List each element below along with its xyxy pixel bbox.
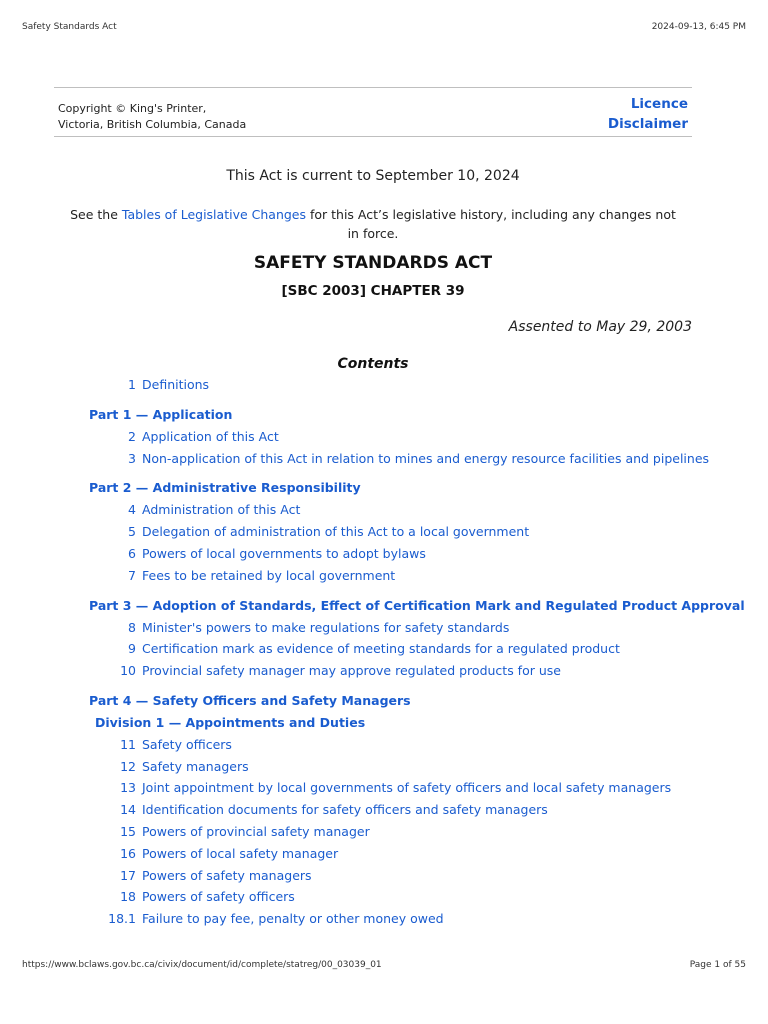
toc-section-link[interactable]: Powers of provincial safety manager xyxy=(142,824,370,839)
toc-section-item[interactable] xyxy=(0,844,768,864)
chapter-citation: [SBC 2003] CHAPTER 39 xyxy=(281,283,465,299)
toc-section-number[interactable]: 16 xyxy=(120,845,136,861)
toc-section-item[interactable] xyxy=(0,427,768,447)
toc-section-number[interactable]: 1 xyxy=(128,377,136,392)
copyright-bar xyxy=(54,87,692,137)
copyright-text xyxy=(58,101,246,133)
toc-section-number[interactable]: 10 xyxy=(120,663,136,679)
toc-section-link[interactable]: Powers of local safety manager xyxy=(142,845,339,861)
tables-of-legislative-changes-link[interactable]: Tables of Legislative Changes xyxy=(121,207,306,222)
toc-section-link[interactable]: Powers of safety officers xyxy=(142,889,295,905)
contents-heading: Contents xyxy=(337,356,409,372)
copyright-line-1: Copyright © King's Printer, xyxy=(58,102,207,115)
toc-section-link[interactable]: Application of this Act xyxy=(142,428,279,444)
toc-section-item[interactable] xyxy=(0,449,768,469)
see-suffix: for this Act’s legislative history, including any changes not in force. xyxy=(306,207,676,241)
legislative-changes-notice xyxy=(70,205,676,243)
toc-section-item[interactable] xyxy=(0,639,768,659)
toc-section-item[interactable] xyxy=(0,661,768,681)
toc-section-item[interactable] xyxy=(0,778,768,798)
print-footer-url: https://www.bclaws.gov.bc.ca/civix/document/id/complete/statreg/00_03039_01 xyxy=(22,960,382,970)
disclaimer-link[interactable]: Disclaimer xyxy=(607,116,688,132)
toc-section-link[interactable]: Powers of safety managers xyxy=(142,867,312,883)
toc-part-item[interactable] xyxy=(0,405,768,425)
toc-section-number[interactable]: 4 xyxy=(128,502,136,518)
toc-section-item[interactable] xyxy=(0,822,768,842)
toc-section-item[interactable] xyxy=(0,909,768,929)
toc-section-link[interactable]: Provincial safety manager may approve regulated products for use xyxy=(142,663,561,679)
print-footer xyxy=(22,960,746,970)
toc-part-item[interactable] xyxy=(0,478,768,498)
toc-section-item[interactable] xyxy=(0,522,768,542)
toc-section-link[interactable]: Identification documents for safety officers and safety managers xyxy=(142,802,548,818)
toc-section-number[interactable]: 17 xyxy=(120,867,136,883)
toc-section-number[interactable]: 18.1 xyxy=(108,911,136,927)
toc-part-link[interactable]: Part 1 — Application xyxy=(89,406,233,422)
toc-section-number[interactable]: 2 xyxy=(128,428,136,444)
toc-section-number[interactable]: 11 xyxy=(120,736,136,752)
toc-section-number[interactable]: 8 xyxy=(128,619,136,635)
toc-part-item[interactable] xyxy=(0,596,768,616)
toc-section-link[interactable]: Safety managers xyxy=(142,758,249,774)
toc-section-number[interactable]: 12 xyxy=(120,758,136,774)
toc-section-link[interactable]: Safety officers xyxy=(142,736,232,752)
toc-section-number[interactable]: 13 xyxy=(120,780,136,796)
toc-section-number[interactable]: 9 xyxy=(128,641,136,657)
toc-part-item[interactable] xyxy=(0,691,768,711)
toc-section-number[interactable]: 15 xyxy=(120,824,136,839)
toc-section-item[interactable] xyxy=(0,887,768,907)
act-title: SAFETY STANDARDS ACT xyxy=(253,253,493,273)
toc-section-link[interactable]: Administration of this Act xyxy=(142,502,301,518)
current-notice: This Act is current to September 10, 2024 xyxy=(226,168,520,184)
toc-section-item[interactable] xyxy=(0,800,768,820)
toc-section-number[interactable]: 6 xyxy=(128,546,136,561)
toc-section-item[interactable] xyxy=(0,500,768,520)
toc-section-item[interactable] xyxy=(0,544,768,564)
toc-section-link[interactable]: Powers of local governments to adopt bylaws xyxy=(142,546,426,561)
toc-section-item[interactable] xyxy=(0,566,768,586)
toc-section-number[interactable]: 3 xyxy=(128,450,136,466)
copyright-line-2: Victoria, British Columbia, Canada xyxy=(58,118,247,131)
toc-section-item[interactable] xyxy=(0,757,768,777)
print-header xyxy=(22,22,746,32)
toc-section-item[interactable] xyxy=(0,375,768,395)
toc-section-number[interactable]: 7 xyxy=(128,567,136,583)
licence-link[interactable]: Licence xyxy=(630,96,688,112)
toc-section-item[interactable] xyxy=(0,735,768,755)
toc-section-link[interactable]: Delegation of administration of this Act to a local government xyxy=(142,524,530,540)
toc-part-link[interactable]: Part 3 — Adoption of Standards, Effect of Certification Mark and Regulated Product Approval xyxy=(89,597,745,613)
legal-links xyxy=(608,94,688,134)
toc-section-link[interactable]: Failure to pay fee, penalty or other money owed xyxy=(142,911,444,927)
toc-part-link[interactable]: Part 4 — Safety Officers and Safety Managers xyxy=(89,693,411,708)
assented-date: Assented to May 29, 2003 xyxy=(508,319,692,335)
toc-part-link[interactable]: Part 2 — Administrative Responsibility xyxy=(89,480,361,496)
see-prefix: See the xyxy=(70,207,122,222)
toc-section-number[interactable]: 18 xyxy=(120,889,136,905)
toc-section-link[interactable]: Fees to be retained by local government xyxy=(142,567,396,583)
toc-section-link[interactable]: Certification mark as evidence of meeting standards for a regulated product xyxy=(142,641,620,657)
toc-section-number[interactable]: 14 xyxy=(120,802,136,818)
print-header-title: Safety Standards Act xyxy=(22,22,117,32)
toc-section-link[interactable]: Joint appointment by local governments of safety officers and local safety managers xyxy=(142,780,672,796)
toc-section-link[interactable]: Non-application of this Act in relation to mines and energy resource facilities and pipelines xyxy=(142,450,710,466)
toc-section-item[interactable] xyxy=(0,866,768,886)
toc-section-link[interactable]: Minister's powers to make regulations for safety standards xyxy=(142,619,510,635)
print-header-timestamp: 2024-09-13, 6:45 PM xyxy=(651,22,746,32)
print-footer-page: Page 1 of 55 xyxy=(689,960,746,970)
toc-section-item[interactable] xyxy=(0,618,768,638)
toc-section-link[interactable]: Definitions xyxy=(142,377,210,392)
toc-division-link[interactable]: Division 1 — Appointments and Duties xyxy=(95,715,366,730)
toc-section-number[interactable]: 5 xyxy=(128,524,136,540)
toc-division-item[interactable] xyxy=(0,713,768,733)
